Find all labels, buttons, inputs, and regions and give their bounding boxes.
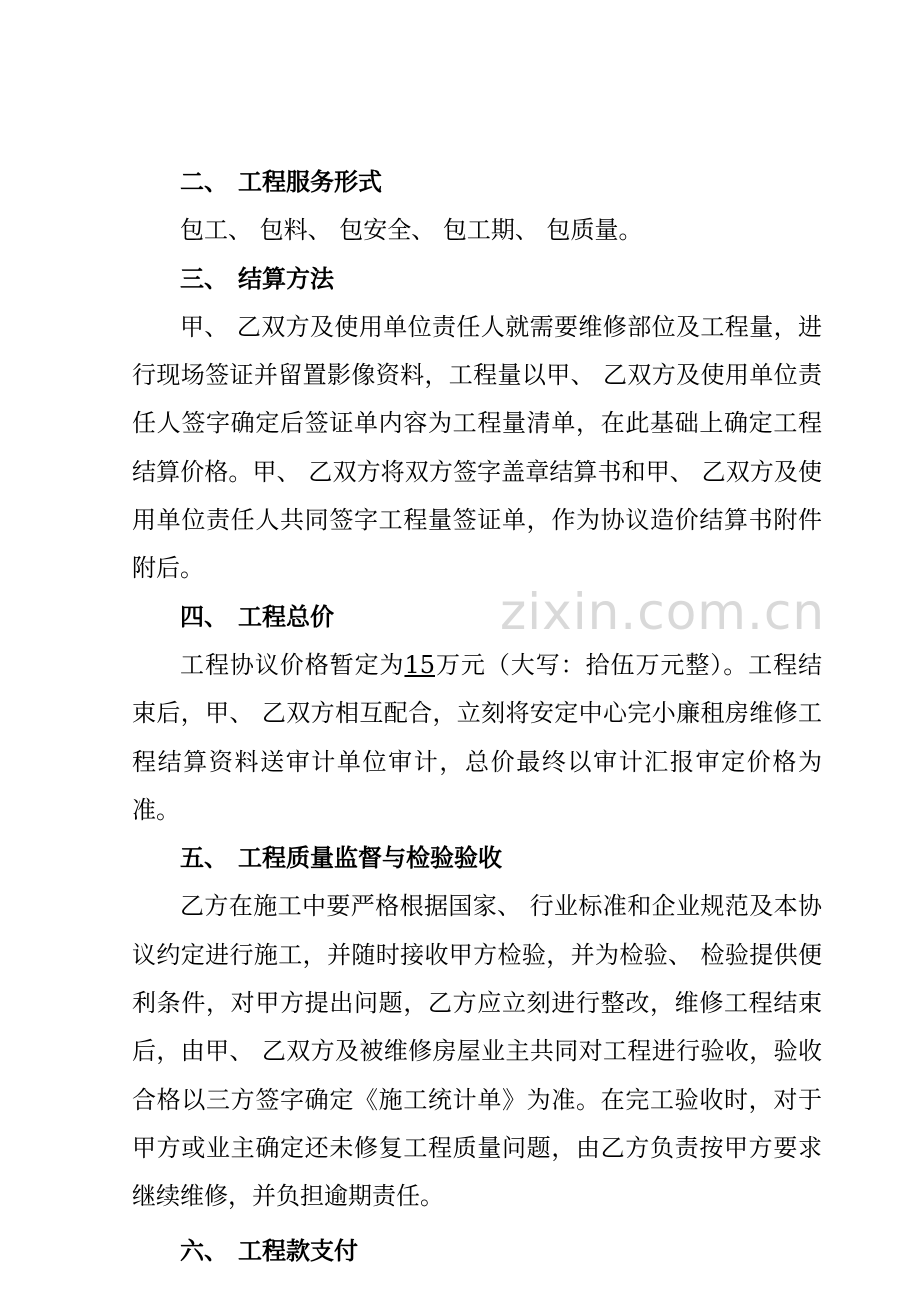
section-number: 二、 [180, 168, 228, 196]
section-heading-service-form [132, 158, 822, 206]
section-paragraph-service-form: 包工、 包料、 包安全、 包工期、 包质量。 [180, 216, 643, 245]
section-title: 结算方法 [238, 264, 334, 293]
section-heading-settlement [132, 255, 822, 303]
section-heading-quality [132, 834, 822, 882]
price-text-rest: 万元（大写：拾伍万元整）。工程结束后，甲、 乙双方相互配合，立刻将安定中心完小廉租房维修工程结算资料送审计单位审计，总价最终以审计汇报审定价格为准。 [132, 650, 823, 824]
section-title: 工程总价 [238, 602, 334, 631]
price-amount: 15 [404, 650, 435, 679]
section-heading-payment [132, 1227, 822, 1275]
section-heading-total-price [132, 593, 822, 641]
section-title: 工程质量监督与检验验收 [238, 844, 502, 873]
section-number: 五、 [180, 844, 228, 873]
section-paragraph-total-price [132, 641, 822, 834]
section-paragraph-settlement: 甲、 乙双方及使用单位责任人就需要维修部位及工程量，进行现场签证并留置影像资料，工程量以甲、 乙双方及使用单位责任人签字确定后签证单内容为工程量清单，在此基础上确定工程结算价格。甲、 乙双方将双方签字盖章结算书和甲、 乙双方及使用单位责任人共同签字工程量签证单，作为协议造价结算书附件附后。 [132, 312, 822, 583]
price-text-lead: 工程协议价格暂定为 [180, 650, 405, 679]
section-number: 三、 [180, 264, 228, 293]
section-title: 工程款支付 [238, 1236, 358, 1265]
section-paragraph-quality: 乙方在施工中要严格根据国家、 行业标准和企业规范及本协议约定进行施工，并随时接收甲方检验，并为检验、 检验提供便利条件，对甲方提出问题，乙方应立刻进行整改，维修工程结束后，由甲、 乙双方及被维修房屋业主共同对工程进行验收，验收合格以三方签字确定《施工统计单》为准。在完工验收时，对于甲方或业主确定还未修复工程质量问题，由乙方负责按甲方要求继续维修，并负担逾期责任。 [132, 892, 822, 1211]
section-number: 六、 [180, 1236, 228, 1265]
watermark: zixin.com.cn [500, 583, 826, 641]
section-number: 四、 [180, 602, 228, 631]
section-title: 工程服务形式 [238, 168, 382, 196]
document-body [132, 158, 822, 1275]
